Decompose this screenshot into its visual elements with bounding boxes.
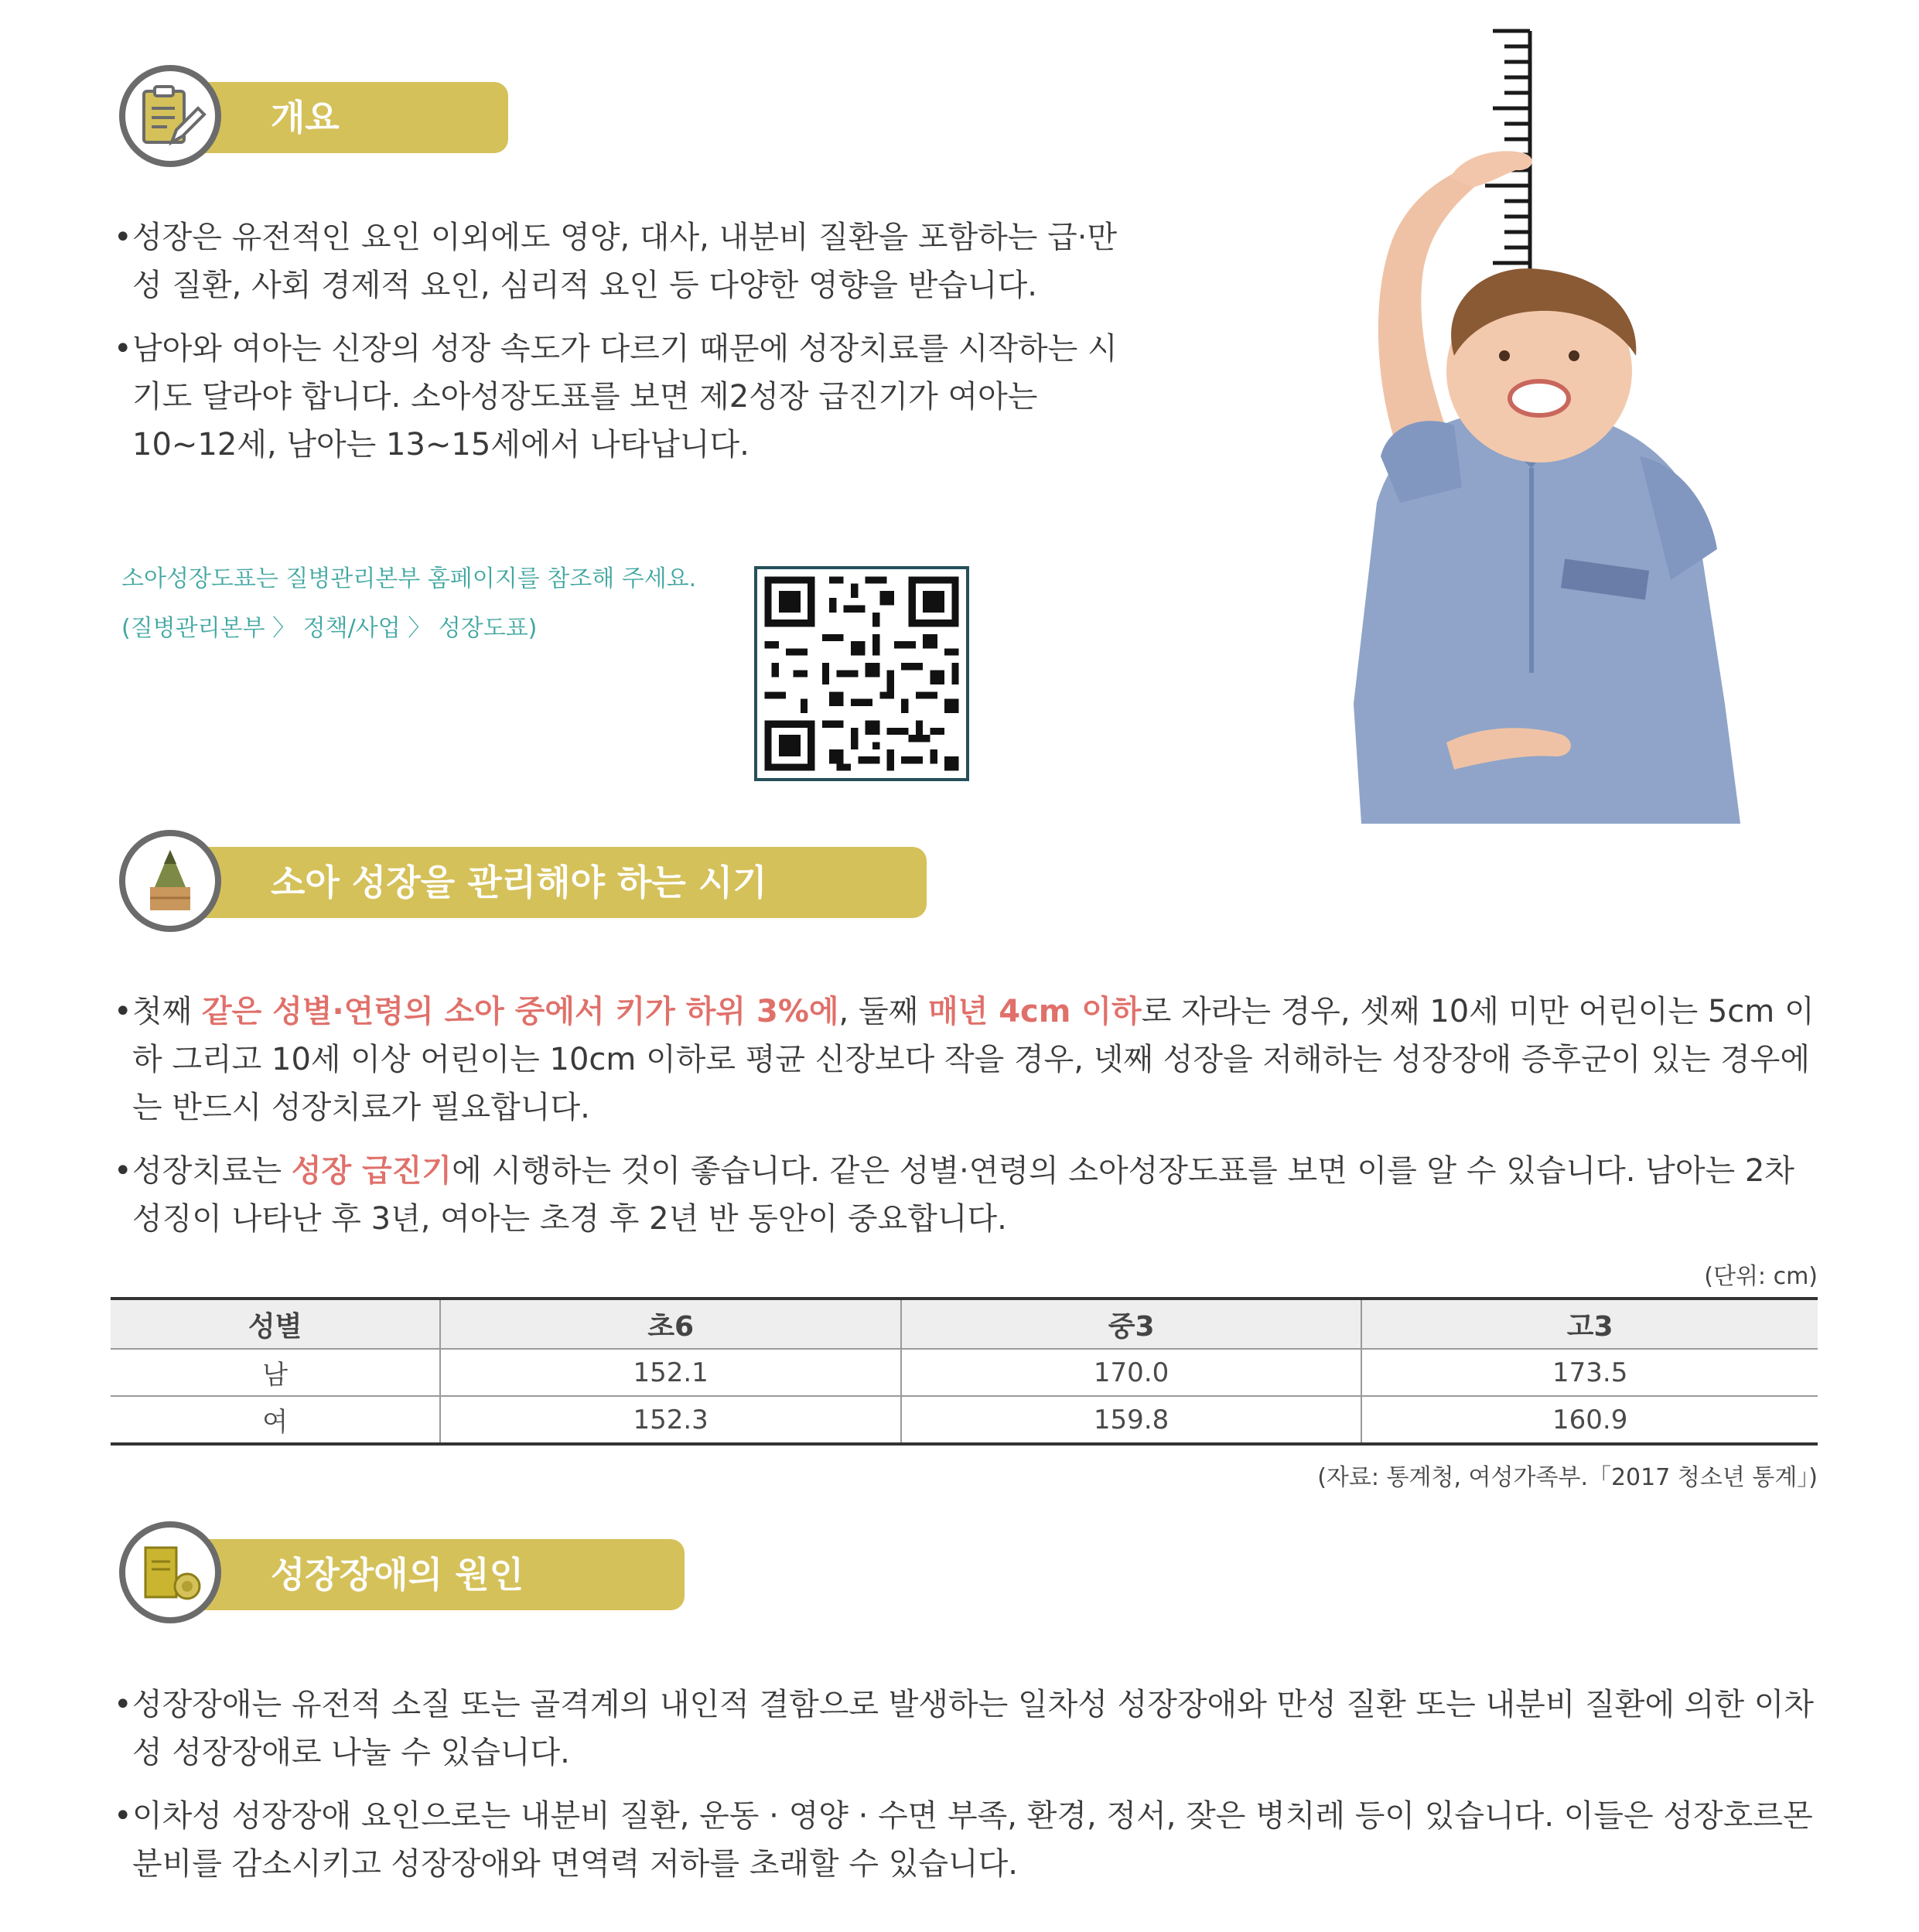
table-row — [111, 1396, 1818, 1444]
column-header: 초6 — [440, 1299, 900, 1349]
list-item: • 성장치료는 성장 급진기에 시행하는 것이 좋습니다. 같은 성별·연령의 소아성장도표를 보면 이를 알 수 있습니다. 남아는 2차 성징이 나타난 후 3년, 여아는 초경 후 2년 반 동안이 중요합니다. — [114, 1153, 1794, 1237]
table-row — [111, 1349, 1818, 1396]
table-unit-label: (단위: cm) — [1704, 1263, 1818, 1290]
column-header: 고3 — [1361, 1299, 1818, 1349]
causes-bullet-list — [112, 1681, 1822, 1903]
folder-coin-icon — [119, 1521, 221, 1623]
table-header-row — [111, 1299, 1818, 1349]
section-title-timing: 소아 성장을 관리해야 하는 시기 — [155, 847, 927, 918]
table-cell: 152.3 — [440, 1396, 900, 1444]
timing-bullet-list — [112, 988, 1822, 1258]
section-title-overview: 개요 — [155, 82, 508, 153]
table-cell: 152.1 — [440, 1349, 900, 1396]
table-cell: 159.8 — [901, 1396, 1361, 1444]
table-cell: 160.9 — [1361, 1396, 1818, 1444]
growth-chart-path: (질병관리본부 〉 정책/사업 〉 성장도표) — [121, 615, 538, 642]
list-item: • 성장은 유전적인 요인 이외에도 영양, 대사, 내분비 질환을 포함하는 급·만성 질환, 사회 경제적 요인, 심리적 요인 등 다양한 영향을 받습니다. — [114, 220, 1118, 303]
table-cell: 여 — [111, 1396, 440, 1444]
table-cell: 173.5 — [1361, 1349, 1818, 1396]
column-header: 중3 — [901, 1299, 1361, 1349]
child-measuring-height-photo — [1307, 23, 1756, 824]
list-item: • 첫째 같은 성별·연령의 소아 중에서 키가 하위 3%에, 둘째 매년 4cm 이하로 자라는 경우, 셋째 10세 미만 어린이는 5cm 이하 그리고 10세 이상 어린이는 10cm 이하로 평균 신장보다 작을 경우, 넷째 성장을 저해하는 성장장애 증후군이 있는 경우에는 반드시 성장치료가 필요합니다. — [114, 994, 1815, 1125]
list-item: • 성장장애는 유전적 소질 또는 골격계의 내인적 결함으로 발생하는 일차성 성장장애와 만성 질환 또는 내분비 질환에 의한 이차성 성장장애로 나눌 수 있습니다. — [114, 1687, 1815, 1770]
section-title-causes: 성장장애의 원인 — [155, 1539, 685, 1610]
growth-chart-note: 소아성장도표는 질병관리본부 홈페이지를 참조해 주세요. — [121, 565, 697, 592]
highlight-text: 매년 4cm 이하 — [927, 994, 1142, 1029]
list-item: • 이차성 성장장애 요인으로는 내분비 질환, 운동 · 영양 · 수면 부족, 환경, 정서, 잦은 병치레 등이 있습니다. 이들은 성장호르몬 분비를 감소시키고 성장장애와 면역력 저하를 초래할 수 있습니다. — [114, 1798, 1813, 1882]
overview-bullet-list — [112, 213, 1118, 484]
table-cell: 남 — [111, 1349, 440, 1396]
table-cell: 170.0 — [901, 1349, 1361, 1396]
table-source: (자료: 통계청, 여성가족부.「2017 청소년 통계」) — [1317, 1464, 1818, 1491]
plant-box-icon — [119, 830, 221, 932]
highlight-text: 성장 급진기 — [291, 1153, 452, 1189]
list-item: • 남아와 여아는 신장의 성장 속도가 다르기 때문에 성장치료를 시작하는 시기도 달라야 합니다. 소아성장도표를 보면 제2성장 급진기가 여아는 10~12세, 남아는 13~15세에서 나타납니다. — [114, 331, 1118, 463]
qr-code[interactable] — [754, 566, 969, 781]
average-height-table — [111, 1297, 1818, 1446]
highlight-text: 같은 성별·연령의 소아 중에서 키가 하위 3%에 — [202, 994, 839, 1029]
clipboard-pencil-icon — [119, 65, 221, 167]
column-header: 성별 — [111, 1299, 440, 1349]
